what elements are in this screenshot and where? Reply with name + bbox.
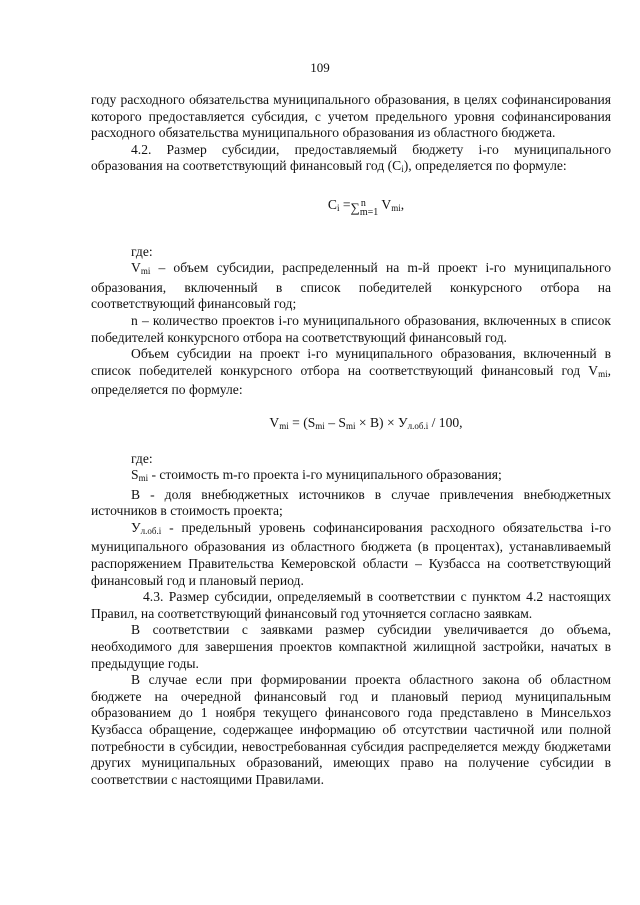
definition-b: B - доля внебюджетных источников в случае привлечения внебюджетных источников в стоимость проекта; bbox=[91, 486, 611, 519]
paragraph-volume: Объем субсидии на проект i-го муниципального образования, включенный в список победителей конкурсного отбора на соответствующий финансовый год $V_{mi}$, определяется по формуле: bbox=[91, 346, 611, 398]
definition-u: $У_{л.об.i}$ - предельный уровень софинансирования расходного обязательства i-го муниципального образования из областного бюджета (в процентах), устанавливаемый распоряжением Правительства Кемеровской области – Кузбасса на соответствующий финансовый год и плановый период. bbox=[91, 519, 611, 588]
definition-v: $V_{mi}$ – объем субсидии, распределенный на m-й проект i-го муниципального образования, включенный в список победителей конкурсного отбора на соответствующий финансовый год; bbox=[91, 260, 611, 312]
where-label: где: bbox=[131, 450, 153, 466]
page-number: 109 bbox=[310, 60, 330, 75]
formula-subsidy-total: $C_i =\sum^n_{m=1}$ $V_{mi}$, bbox=[91, 196, 611, 222]
sum-symbol: ∑$^n_{m=1}$ bbox=[350, 197, 379, 218]
paragraph-4-2: 4.2. Размер субсидии, предоставляемый бюджету i-го муниципального образования на соответствующий финансовый год $(C_i)$, определяется по формуле: bbox=[91, 141, 611, 175]
definition-n: n – количество проектов i-го муниципального образования, включенных в список победителей конкурсного отбора на соответствующий финансовый год. bbox=[91, 312, 611, 345]
definition-s: $S_{mi}$ - стоимость m-го проекта i-го муниципального образования; bbox=[131, 467, 502, 484]
formula-project-volume: $V_{mi} = (S_{mi} - S_{mi} \times B) \times У_{л.об.i} / 100$, bbox=[269, 414, 463, 431]
where-label: где: bbox=[131, 243, 153, 259]
paragraph-applications: В соответствии с заявками размер субсидии увеличивается до объема, необходимого для завершения проектов компактной жилищной застройки, начатых в предыдущие годы. bbox=[91, 622, 611, 671]
paragraph-redistribution: В случае если при формировании проекта областного закона об областном бюджете на очередной финансовый год и плановый период муниципальным образованием до 1 ноября текущего финансового года представлено в Минсельхоз Кузбасса обращение, содержащее информацию об отсутствии частичной или полной потребности в субсидии, невостребованная субсидия распределяется между бюджетами других муниципальных образований, имеющих право на получение субсидии в соответствии с настоящими Правилами. bbox=[91, 672, 611, 787]
document-body bbox=[91, 92, 611, 788]
paragraph-continuation: году расходного обязательства муниципального образования, в целях софинансирования которого предоставляется субсидия, с учетом предельного уровня софинансирования расходного обязательства муниципального образования из областного бюджета. bbox=[91, 92, 611, 141]
paragraph-4-3: 4.3. Размер субсидии, определяемый в соответствии с пунктом 4.2 настоящих Правил, на соответствующий финансовый год уточняется согласно заявкам. bbox=[91, 589, 611, 621]
